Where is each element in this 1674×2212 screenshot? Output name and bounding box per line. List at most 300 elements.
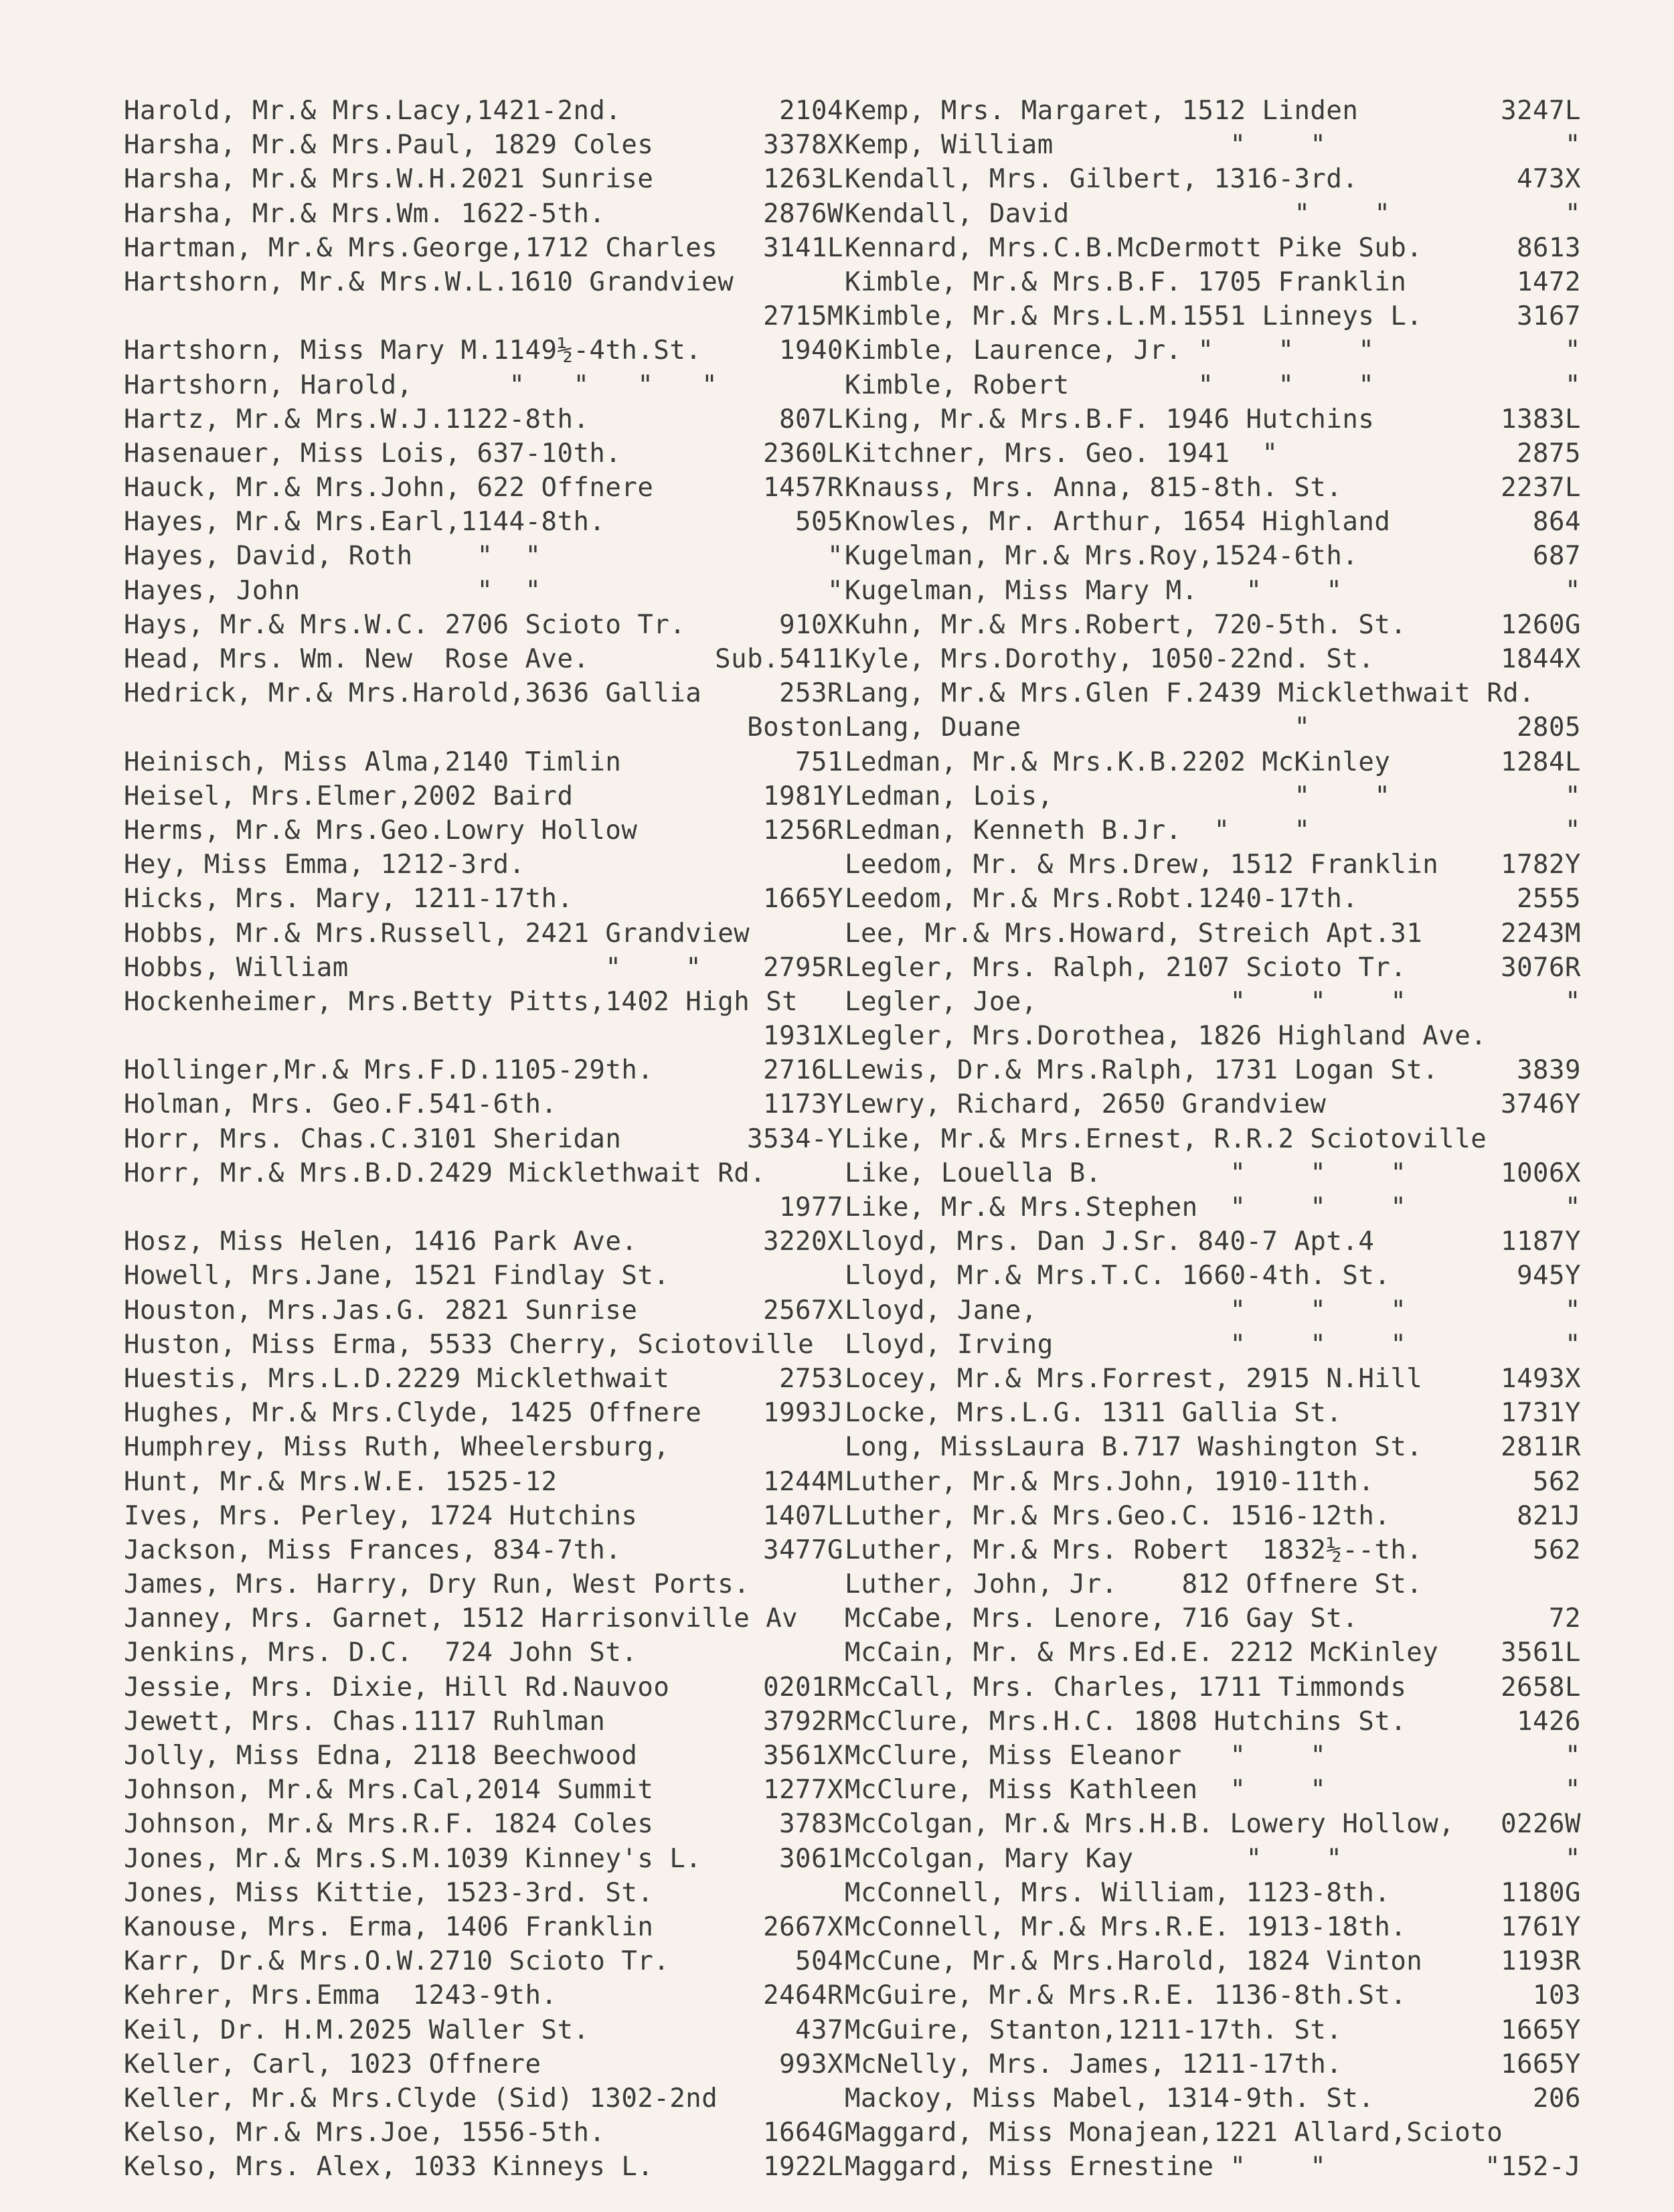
- entry-name-address: Janney, Mrs. Garnet, 1512 Harrisonville Av: [124, 1603, 799, 1634]
- entry-phone: 2555: [1517, 884, 1581, 915]
- directory-entry: [845, 642, 1581, 676]
- entry-name-address: Johnson, Mr.& Mrs.R.F. 1824 Coles: [124, 1809, 654, 1840]
- entry-name-address: Kitchner, Mrs. Geo. 1941 ": [845, 438, 1278, 469]
- directory-entry: [845, 128, 1581, 162]
- directory-entry: [124, 1705, 843, 1739]
- directory-entry: [124, 1636, 843, 1670]
- directory-entry: [124, 94, 843, 128]
- entry-name-address: McGuire, Mr.& Mrs.R.E. 1136-8th.St.: [845, 1980, 1407, 2011]
- entry-phone: Boston: [747, 712, 843, 743]
- entry-name-address: Lang, Mr.& Mrs.Glen F.2439 Micklethwait Rd.: [845, 678, 1535, 709]
- entry-phone: "152-J: [1485, 2152, 1581, 2183]
- directory-entry: [845, 505, 1581, 539]
- entry-phone: 1383L: [1501, 404, 1581, 434]
- entry-name-address: Hartman, Mr.& Mrs.George,1712 Charles: [124, 232, 718, 263]
- entry-name-address: Kendall, David " ": [845, 198, 1391, 229]
- directory-entry: [845, 1396, 1581, 1430]
- entry-phone: 2795R: [763, 952, 843, 983]
- entry-phone: 1977: [779, 1192, 843, 1222]
- entry-phone: 993X: [779, 2049, 843, 2079]
- directory-entry: [845, 1362, 1581, 1396]
- entry-phone: 3783: [779, 1809, 843, 1840]
- entry-name-address: Harsha, Mr.& Mrs.W.H.2021 Sunrise: [124, 164, 654, 195]
- entry-name-address: Hartz, Mr.& Mrs.W.J.1122-8th.: [124, 404, 590, 434]
- entry-name-address: McClure, Miss Kathleen " ": [845, 1775, 1327, 1806]
- entry-phone: 945Y: [1517, 1261, 1581, 1291]
- entry-phone: 504: [795, 1946, 843, 1977]
- directory-entry: [124, 710, 843, 744]
- directory-entry: [124, 2116, 843, 2150]
- directory-entry: [124, 917, 843, 951]
- entry-phone: 3061: [779, 1843, 843, 1874]
- entry-phone: 1493X: [1501, 1363, 1581, 1394]
- entry-name-address: Hobbs, Mr.& Mrs.Russell, 2421 Grandview: [124, 918, 750, 949]
- entry-phone: 1940: [779, 335, 843, 366]
- directory-entry: [845, 471, 1581, 505]
- entry-phone: ": [1565, 1843, 1581, 1874]
- entry-name-address: Kennard, Mrs.C.B.McDermott Pike Sub.: [845, 232, 1423, 263]
- directory-entry: [124, 608, 843, 642]
- entry-phone: ": [827, 575, 843, 606]
- directory-entry: [845, 1328, 1581, 1362]
- entry-phone: 3167: [1517, 301, 1581, 332]
- entry-name-address: Heinisch, Miss Alma,2140 Timlin: [124, 746, 622, 777]
- directory-entry: [845, 710, 1581, 744]
- directory-entry: [845, 1190, 1581, 1224]
- entry-phone: 807L: [779, 404, 843, 434]
- entry-name-address: Hunt, Mr.& Mrs.W.E. 1525-12: [124, 1466, 558, 1497]
- directory-entry: [845, 1978, 1581, 2012]
- entry-name-address: Kimble, Robert " " ": [845, 370, 1375, 400]
- entry-phone: ": [1565, 130, 1581, 161]
- directory-entry: [124, 574, 843, 608]
- entry-phone: 1256R: [763, 815, 843, 846]
- directory-entry: [845, 745, 1581, 779]
- entry-name-address: Huston, Miss Erma, 5533 Cherry, Sciotoville: [124, 1329, 815, 1360]
- directory-entry: [845, 1465, 1581, 1499]
- entry-phone: ": [1565, 370, 1581, 400]
- left-column: [124, 94, 843, 2184]
- entry-phone: Sub.5411: [715, 644, 843, 674]
- entry-name-address: Johnson, Mr.& Mrs.Cal,2014 Summit: [124, 1775, 654, 1806]
- entry-name-address: Lewry, Richard, 2650 Grandview: [845, 1089, 1327, 1120]
- directory-entry: [845, 1499, 1581, 1533]
- entry-phone: 0201R: [763, 1672, 843, 1703]
- entry-name-address: Legler, Mrs. Ralph, 2107 Scioto Tr.: [845, 952, 1407, 983]
- entry-name-address: Jackson, Miss Frances, 834-7th.: [124, 1534, 622, 1565]
- directory-entry: [124, 1396, 843, 1430]
- entry-name-address: McConnell, Mr.& Mrs.R.E. 1913-18th.: [845, 1911, 1407, 1942]
- entry-name-address: King, Mr.& Mrs.B.F. 1946 Hutchins: [845, 404, 1375, 434]
- directory-entry: [845, 676, 1581, 710]
- directory-entry: [124, 162, 843, 196]
- entry-phone: 1981Y: [763, 781, 843, 811]
- directory-entry: [124, 197, 843, 231]
- entry-phone: 1277X: [763, 1775, 843, 1806]
- entry-name-address: Hey, Miss Emma, 1212-3rd.: [124, 850, 525, 880]
- entry-name-address: Kimble, Laurence, Jr. " " ": [845, 335, 1375, 366]
- entry-phone: 3378X: [763, 130, 843, 161]
- entry-name-address: Hosz, Miss Helen, 1416 Park Ave.: [124, 1227, 638, 1257]
- directory-entry: [845, 1259, 1581, 1293]
- entry-name-address: Kehrer, Mrs.Emma 1243-9th.: [124, 1980, 558, 2011]
- entry-name-address: Like, Mr.& Mrs.Ernest, R.R.2 Sciotoville: [845, 1123, 1487, 1154]
- entry-name-address: Luther, Mr.& Mrs.Geo.C. 1516-12th.: [845, 1500, 1391, 1531]
- directory-entry: [845, 917, 1581, 951]
- entry-name-address: Long, MissLaura B.717 Washington St.: [845, 1432, 1423, 1463]
- entry-phone: 2243M: [1501, 918, 1581, 949]
- entry-phone: 1665Y: [1501, 2014, 1581, 2045]
- directory-entry: [124, 333, 843, 368]
- entry-name-address: McColgan, Mary Kay " ": [845, 1843, 1343, 1874]
- directory-entry: [845, 882, 1581, 916]
- entry-phone: 1260G: [1501, 609, 1581, 640]
- entry-phone: 864: [1533, 507, 1581, 538]
- directory-entry: [845, 1293, 1581, 1328]
- entry-name-address: Locey, Mr.& Mrs.Forrest, 2915 N.Hill: [845, 1363, 1423, 1394]
- directory-entry: [845, 539, 1581, 573]
- directory-entry: [124, 745, 843, 779]
- directory-entry: [845, 1567, 1581, 1601]
- directory-entry: [845, 265, 1581, 299]
- entry-name-address: Ledman, Kenneth B.Jr. " ": [845, 815, 1311, 846]
- directory-entry: [124, 951, 843, 985]
- entry-name-address: McConnell, Mrs. William, 1123-8th.: [845, 1877, 1391, 1908]
- entry-phone: 2805: [1517, 712, 1581, 743]
- entry-phone: 1931X: [763, 1021, 843, 1052]
- directory-entry: [845, 2081, 1581, 2116]
- entry-name-address: Harsha, Mr.& Mrs.Wm. 1622-5th.: [124, 198, 606, 229]
- directory-entry: [124, 1190, 843, 1224]
- entry-phone: ": [1565, 1741, 1581, 1771]
- entry-phone: 437: [795, 2014, 843, 2045]
- entry-phone: 1006X: [1501, 1158, 1581, 1188]
- directory-entry: [845, 162, 1581, 196]
- entry-phone: ": [1565, 198, 1581, 229]
- entry-phone: 1457R: [763, 473, 843, 503]
- directory-entry: [124, 1601, 843, 1636]
- entry-phone: 3561X: [763, 1741, 843, 1771]
- directory-entry: [124, 676, 843, 710]
- entry-phone: 1844X: [1501, 644, 1581, 674]
- directory-entry: [124, 2081, 843, 2116]
- directory-entry: [845, 368, 1581, 402]
- directory-entry: [124, 1842, 843, 1876]
- entry-name-address: Like, Louella B. " " ": [845, 1158, 1407, 1188]
- entry-name-address: Jewett, Mrs. Chas.1117 Ruhlman: [124, 1706, 606, 1737]
- directory-entry: [845, 2150, 1581, 2184]
- directory-entry: [845, 1087, 1581, 1121]
- entry-phone: 1665Y: [763, 884, 843, 915]
- directory-entry: [124, 848, 843, 882]
- directory-entry: [845, 1533, 1581, 1567]
- entry-name-address: McColgan, Mr.& Mrs.H.B. Lowery Hollow,: [845, 1809, 1455, 1840]
- directory-entry: [124, 882, 843, 916]
- entry-phone: 2237L: [1501, 473, 1581, 503]
- entry-name-address: Kelso, Mr.& Mrs.Joe, 1556-5th.: [124, 2118, 606, 2148]
- entry-phone: 103: [1533, 1980, 1581, 2011]
- entry-phone: ": [1565, 335, 1581, 366]
- entry-phone: ": [1565, 1192, 1581, 1222]
- entry-name-address: Ledman, Mr.& Mrs.K.B.2202 McKinley: [845, 746, 1391, 777]
- entry-phone: ": [1565, 1329, 1581, 1360]
- entry-phone: 3839: [1517, 1055, 1581, 1086]
- directory-entry: [124, 402, 843, 437]
- entry-phone: ": [1565, 815, 1581, 846]
- entry-phone: 687: [1533, 541, 1581, 572]
- entry-name-address: Karr, Dr.& Mrs.O.W.2710 Scioto Tr.: [124, 1946, 670, 1977]
- directory-entry: [845, 574, 1581, 608]
- entry-name-address: Jenkins, Mrs. D.C. 724 John St.: [124, 1638, 638, 1668]
- entry-name-address: Head, Mrs. Wm. New Rose Ave.: [124, 644, 590, 674]
- directory-entry: [124, 1739, 843, 1773]
- directory-entry: [124, 1465, 843, 1499]
- directory-entry: [124, 1807, 843, 1841]
- entry-phone: 1993J: [763, 1398, 843, 1429]
- directory-entry: [845, 1910, 1581, 1944]
- entry-phone: ": [1565, 781, 1581, 811]
- directory-entry: [845, 94, 1581, 128]
- entry-phone: 1782Y: [1501, 850, 1581, 880]
- directory-entry: [845, 2116, 1581, 2150]
- directory-entry: [124, 2150, 843, 2184]
- entry-name-address: Luther, Mr.& Mrs.John, 1910-11th.: [845, 1466, 1375, 1497]
- directory-entry: [845, 1773, 1581, 1807]
- directory-entry: [845, 1122, 1581, 1156]
- entry-name-address: Jones, Mr.& Mrs.S.M.1039 Kinney's L.: [124, 1843, 702, 1874]
- entry-name-address: Keil, Dr. H.M.2025 Waller St.: [124, 2014, 590, 2045]
- entry-phone: 253R: [779, 678, 843, 709]
- directory-entry: [845, 1053, 1581, 1087]
- entry-name-address: McCabe, Mrs. Lenore, 716 Gay St.: [845, 1603, 1359, 1634]
- entry-phone: 3561L: [1501, 1638, 1581, 1668]
- directory-entry: [124, 471, 843, 505]
- entry-name-address: McCain, Mr. & Mrs.Ed.E. 2212 McKinley: [845, 1638, 1439, 1668]
- right-column: [845, 94, 1581, 2184]
- directory-entry: [845, 1670, 1581, 1705]
- entry-phone: 1426: [1517, 1706, 1581, 1737]
- directory-entry: [124, 779, 843, 813]
- directory-entry: [845, 1019, 1581, 1053]
- entry-name-address: Kelso, Mrs. Alex, 1033 Kinneys L.: [124, 2152, 654, 2183]
- directory-entry: [124, 265, 843, 299]
- directory-entry: [124, 1499, 843, 1533]
- entry-name-address: Ives, Mrs. Perley, 1724 Hutchins: [124, 1500, 638, 1531]
- entry-name-address: Kemp, Mrs. Margaret, 1512 Linden: [845, 96, 1359, 126]
- entry-phone: 1664G: [763, 2118, 843, 2148]
- entry-phone: 2715M: [763, 301, 843, 332]
- entry-phone: ": [1565, 1775, 1581, 1806]
- entry-phone: 821J: [1517, 1500, 1581, 1531]
- directory-entry: [124, 539, 843, 573]
- entry-name-address: Hartshorn, Miss Mary M.1149½-4th.St.: [124, 335, 702, 366]
- entry-name-address: Humphrey, Miss Ruth, Wheelersburg,: [124, 1432, 670, 1463]
- directory-entry: [124, 1876, 843, 1910]
- directory-entry: [124, 231, 843, 265]
- entry-name-address: Legler, Joe, " " ": [845, 986, 1407, 1017]
- entry-name-address: Hartshorn, Mr.& Mrs.W.L.1610 Grandview: [124, 266, 734, 297]
- entry-phone: 3141L: [763, 232, 843, 263]
- directory-entry: [124, 2013, 843, 2047]
- directory-entry: [845, 1876, 1581, 1910]
- entry-name-address: Hartshorn, Harold, " " " ": [124, 370, 718, 400]
- entry-name-address: McNelly, Mrs. James, 1211-17th.: [845, 2049, 1343, 2079]
- entry-name-address: Lewis, Dr.& Mrs.Ralph, 1731 Logan St.: [845, 1055, 1439, 1086]
- entry-phone: 2811R: [1501, 1432, 1581, 1463]
- directory-entry: [845, 779, 1581, 813]
- directory-entry: [124, 1293, 843, 1328]
- directory-entry: [124, 1019, 843, 1053]
- entry-phone: 910X: [779, 609, 843, 640]
- directory-entry: [124, 1567, 843, 1601]
- entry-phone: 2667X: [763, 1911, 843, 1942]
- directory-entry: [845, 402, 1581, 437]
- entry-name-address: Harold, Mr.& Mrs.Lacy,1421-2nd.: [124, 96, 622, 126]
- entry-name-address: Holman, Mrs. Geo.F.541-6th.: [124, 1089, 558, 1120]
- entry-phone: 1665Y: [1501, 2049, 1581, 2079]
- directory-entry: [124, 437, 843, 471]
- entry-phone: 2567X: [763, 1295, 843, 1326]
- directory-entry: [845, 1430, 1581, 1464]
- entry-name-address: Hobbs, William " ": [124, 952, 702, 983]
- entry-phone: ": [1565, 986, 1581, 1017]
- entry-name-address: Hauck, Mr.& Mrs.John, 622 Offnere: [124, 473, 654, 503]
- directory-entry: [845, 1601, 1581, 1636]
- entry-name-address: Jolly, Miss Edna, 2118 Beechwood: [124, 1741, 638, 1771]
- directory-entry: [845, 2047, 1581, 2081]
- entry-name-address: Harsha, Mr.& Mrs.Paul, 1829 Coles: [124, 130, 654, 161]
- entry-phone: 0226W: [1501, 1809, 1581, 1840]
- entry-phone: 3220X: [763, 1227, 843, 1257]
- entry-name-address: James, Mrs. Harry, Dry Run, West Ports.: [124, 1569, 750, 1600]
- entry-phone: 751: [795, 746, 843, 777]
- directory-entry: [124, 1259, 843, 1293]
- entry-phone: 3534-Y: [747, 1123, 843, 1154]
- directory-entry: [124, 1122, 843, 1156]
- directory-entry: [124, 1910, 843, 1944]
- directory-entry: [845, 1705, 1581, 1739]
- entry-name-address: Heisel, Mrs.Elmer,2002 Baird: [124, 781, 574, 811]
- entry-name-address: Hollinger,Mr.& Mrs.F.D.1105-29th.: [124, 1055, 654, 1086]
- entry-name-address: Kugelman, Miss Mary M. " ": [845, 575, 1343, 606]
- entry-phone: 2753: [779, 1363, 843, 1394]
- entry-phone: 1244M: [763, 1466, 843, 1497]
- entry-phone: 8613: [1517, 232, 1581, 263]
- entry-name-address: Hughes, Mr.& Mrs.Clyde, 1425 Offnere: [124, 1398, 702, 1429]
- directory-entry: [845, 1739, 1581, 1773]
- directory-entry: [124, 1430, 843, 1464]
- entry-phone: 206: [1533, 2083, 1581, 2114]
- directory-entry: [845, 333, 1581, 368]
- entry-name-address: Luther, Mr.& Mrs. Robert 1832½--th.: [845, 1534, 1423, 1565]
- entry-name-address: Horr, Mrs. Chas.C.3101 Sheridan: [124, 1123, 622, 1154]
- entry-name-address: Hicks, Mrs. Mary, 1211-17th.: [124, 884, 574, 915]
- entry-phone: 1180G: [1501, 1877, 1581, 1908]
- directory-entry: [124, 1773, 843, 1807]
- entry-name-address: Leedom, Mr. & Mrs.Drew, 1512 Franklin: [845, 850, 1439, 880]
- entry-phone: 2104: [779, 96, 843, 126]
- directory-entry: [124, 505, 843, 539]
- entry-name-address: Herms, Mr.& Mrs.Geo.Lowry Hollow: [124, 815, 638, 846]
- entry-name-address: Mackoy, Miss Mabel, 1314-9th. St.: [845, 2083, 1375, 2114]
- entry-phone: 1407L: [763, 1500, 843, 1531]
- entry-name-address: Hays, Mr.& Mrs.W.C. 2706 Scioto Tr.: [124, 609, 686, 640]
- entry-phone: 562: [1533, 1466, 1581, 1497]
- entry-name-address: Kimble, Mr.& Mrs.L.M.1551 Linneys L.: [845, 301, 1423, 332]
- entry-phone: 562: [1533, 1534, 1581, 1565]
- directory-entry: [845, 231, 1581, 265]
- entry-name-address: Kugelman, Mr.& Mrs.Roy,1524-6th.: [845, 541, 1359, 572]
- entry-name-address: Legler, Mrs.Dorothea, 1826 Highland Ave.: [845, 1021, 1487, 1052]
- entry-name-address: Luther, John, Jr. 812 Offnere St.: [845, 1569, 1423, 1600]
- entry-phone: 473X: [1517, 164, 1581, 195]
- directory-entry: [124, 368, 843, 402]
- entry-name-address: Lloyd, Jane, " " ": [845, 1295, 1407, 1326]
- directory-entry: [124, 1156, 843, 1190]
- entry-name-address: Hasenauer, Miss Lois, 637-10th.: [124, 438, 622, 469]
- entry-name-address: Leedom, Mr.& Mrs.Robt.1240-17th.: [845, 884, 1359, 915]
- entry-phone: 3746Y: [1501, 1089, 1581, 1120]
- directory-entry: [845, 1224, 1581, 1259]
- entry-phone: 1731Y: [1501, 1398, 1581, 1429]
- entry-name-address: Howell, Mrs.Jane, 1521 Findlay St.: [124, 1261, 670, 1291]
- entry-phone: 2360L: [763, 438, 843, 469]
- directory-entry: [845, 1842, 1581, 1876]
- directory-entry: [845, 437, 1581, 471]
- entry-name-address: Knauss, Mrs. Anna, 815-8th. St.: [845, 473, 1343, 503]
- directory-entry: [124, 1362, 843, 1396]
- entry-name-address: McClure, Miss Eleanor " ": [845, 1741, 1327, 1771]
- entry-phone: 3247L: [1501, 96, 1581, 126]
- directory-entry: [124, 1224, 843, 1259]
- entry-phone: 2658L: [1501, 1672, 1581, 1703]
- entry-name-address: Jessie, Mrs. Dixie, Hill Rd.Nauvoo: [124, 1672, 670, 1703]
- directory-entry: [124, 299, 843, 333]
- entry-name-address: Ledman, Lois, " ": [845, 781, 1391, 811]
- directory-entry: [124, 1944, 843, 1978]
- directory-entry: [845, 2013, 1581, 2047]
- entry-name-address: Kendall, Mrs. Gilbert, 1316-3rd.: [845, 164, 1359, 195]
- entry-name-address: Kanouse, Mrs. Erma, 1406 Franklin: [124, 1911, 654, 1942]
- directory-entry: [845, 1156, 1581, 1190]
- entry-name-address: McCune, Mr.& Mrs.Harold, 1824 Vinton: [845, 1946, 1423, 1977]
- entry-phone: 3792R: [763, 1706, 843, 1737]
- entry-name-address: Maggard, Miss Ernestine " ": [845, 2152, 1327, 2183]
- entry-name-address: Houston, Mrs.Jas.G. 2821 Sunrise: [124, 1295, 638, 1326]
- entry-name-address: Huestis, Mrs.L.D.2229 Micklethwait: [124, 1363, 670, 1394]
- entry-phone: 1263L: [763, 164, 843, 195]
- entry-name-address: Like, Mr.& Mrs.Stephen " " ": [845, 1192, 1407, 1222]
- entry-name-address: Hayes, David, Roth " ": [124, 541, 541, 572]
- directory-entry: [845, 299, 1581, 333]
- directory-entry: [845, 985, 1581, 1019]
- entry-name-address: Kimble, Mr.& Mrs.B.F. 1705 Franklin: [845, 266, 1407, 297]
- directory-entry: [124, 1978, 843, 2012]
- entry-phone: 1761Y: [1501, 1911, 1581, 1942]
- entry-name-address: Lee, Mr.& Mrs.Howard, Streich Apt.31: [845, 918, 1423, 949]
- entry-name-address: Lloyd, Mrs. Dan J.Sr. 840-7 Apt.4: [845, 1227, 1375, 1257]
- entry-phone: 1173Y: [763, 1089, 843, 1120]
- entry-phone: 1187Y: [1501, 1227, 1581, 1257]
- entry-phone: 2716L: [763, 1055, 843, 1086]
- entry-phone: 1193R: [1501, 1946, 1581, 1977]
- directory-entry: [845, 813, 1581, 848]
- directory-entry: [124, 2047, 843, 2081]
- entry-phone: 3477G: [763, 1534, 843, 1565]
- entry-name-address: McCall, Mrs. Charles, 1711 Timmonds: [845, 1672, 1407, 1703]
- directory-entry: [124, 642, 843, 676]
- entry-name-address: Keller, Mr.& Mrs.Clyde (Sid) 1302-2nd: [124, 2083, 718, 2114]
